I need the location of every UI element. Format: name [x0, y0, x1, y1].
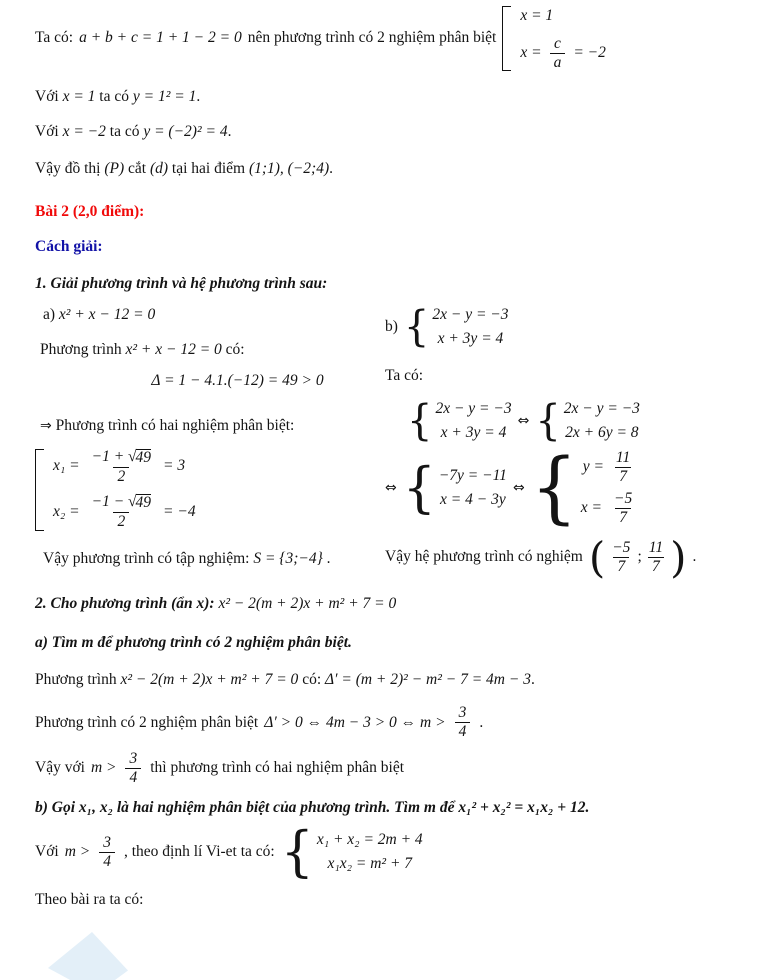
- sqrt-49: √ 49: [128, 449, 151, 466]
- equation-a-intro: Phương trình x² + x − 12 = 0 có:: [40, 340, 245, 358]
- discriminant-line: Δ = 1 − 4.1.(−12) = 49 > 0: [151, 371, 324, 389]
- system: { 2x − y = −3 2x + 6y = 8: [535, 399, 640, 444]
- part1-title: 1. Giải phương trình và hệ phương trình sau:: [35, 275, 328, 293]
- fraction-neg5-7: $\frac{-5}{7}$: [613, 490, 633, 527]
- system-b: { 2x − y = −3 x + 3y = 4: [404, 305, 509, 350]
- equation-a: a) x² + x − 12 = 0: [43, 305, 156, 323]
- part2a-conclusion: Vậy với m > $\frac{3}{4}$ thì phương trình có hai nghiệm phân biệt: [35, 749, 405, 787]
- part1b-column: [385, 305, 744, 576]
- fraction-3-4: $\frac{3}{4}$: [125, 751, 141, 787]
- iff-symbol: ⇔: [385, 479, 397, 496]
- part1a-column: [35, 305, 385, 570]
- fraction: −1 − √ 49 2: [88, 494, 155, 531]
- taco-line: Ta có:: [385, 366, 424, 384]
- text-fragment: Ta có:: [35, 29, 74, 47]
- fraction-11-7: $\frac{11}{7}$: [648, 538, 664, 576]
- fraction-c-over-a: $\frac{c}{a}$: [550, 36, 566, 72]
- part1b-conclusion: Vậy hệ phương trình có nghiệm ( $\frac{-5}{7}$ ; $\frac{11}{7}$ ) .: [385, 539, 744, 577]
- math-sum-coeffs: a + b + c = 1 + 1 − 2 = 0: [79, 29, 242, 47]
- viet-line: Với m > $\frac{3}{4}$ , theo định lí Vi-et ta có: { x₁ + x₂ = 2m + 4 x₁x₂ = m² + 7: [35, 829, 744, 876]
- case-x2: x = $\frac{c}{a}$ = −2: [520, 34, 606, 72]
- intro-line-roots: [35, 6, 744, 71]
- equation-b: b) { 2x − y = −3 x + 3y = 4: [385, 305, 744, 350]
- fraction-3-4: $\frac{3}{4}$: [455, 705, 471, 741]
- sqrt-49: √ 49: [128, 494, 151, 511]
- part2b-title: b) Gọi x₁, x₂ là hai nghiệm phân biệt của phương trình. Tìm m để x₁² + x₂² = x₁x₂ + 12.: [35, 799, 590, 817]
- system: { 2x − y = −3 x + 3y = 4: [407, 399, 512, 444]
- document-content: [35, 6, 744, 911]
- system-chain-2: [385, 450, 744, 527]
- exercise-heading: Bài 2 (2,0 điểm):: [35, 203, 145, 221]
- method-heading: Cách giải:: [35, 238, 103, 256]
- watermark-icon: [48, 932, 128, 980]
- solution-x1: x₁ = −1 + √ 49 2 = 3: [53, 449, 196, 486]
- part2a-title: a) Tìm m để phương trình có 2 nghiệm phân biệt.: [35, 634, 352, 652]
- text-fragment: nên phương trình có 2 nghiệm phân biệt: [247, 29, 497, 47]
- open-square-bracket: [35, 449, 44, 531]
- part1-columns: [35, 305, 744, 576]
- final-line: Theo bài ra ta có:: [35, 891, 144, 908]
- iff-symbol: ⇔: [517, 412, 530, 429]
- system-solution: { y = $\frac{11}{7}$ x = $\frac{-5}{7}$: [531, 450, 640, 527]
- solution-x2: x₂ = −1 − √ 49 2 = −4: [53, 494, 196, 531]
- implies-symbol: ⇒: [40, 417, 52, 434]
- system: { −7y = −11 x = 4 − 3y: [403, 465, 507, 512]
- iff-symbol: ⇔: [512, 479, 525, 496]
- fraction-neg5-7: ( $\frac{-5}{7}$: [612, 538, 631, 576]
- fraction: −1 + √ 49 2: [88, 449, 155, 486]
- fraction-3-4: $\frac{3}{4}$: [99, 835, 115, 871]
- case-x1: x = 1: [520, 7, 554, 24]
- intro-line-x2: Với x = −2 ta có y = (−2)² = 4.: [35, 123, 232, 141]
- part2-title: 2. Cho phương trình (ẩn x): x² − 2(m + 2)x + m² + 7 = 0: [35, 595, 397, 613]
- solution-bracket: [35, 449, 385, 531]
- solution-pair: ( $\frac{-5}{7}$ ; $\frac{11}{7}$ ): [589, 539, 687, 577]
- fraction-11-7: $\frac{11}{7}$: [615, 448, 631, 485]
- viet-system: { x₁ + x₂ = 2m + 4 x₁x₂ = m² + 7: [281, 829, 423, 876]
- delta-prime-line: Phương trình x² − 2(m + 2)x + m² + 7 = 0 có: Δ′ = (m + 2)² − m² − 7 = 4m − 3.: [35, 671, 535, 689]
- open-square-bracket: [502, 6, 511, 71]
- intro-line-x1: Với x = 1 ta có y = 1² = 1.: [35, 88, 201, 106]
- implies-line: ⇒ Phương trình có hai nghiệm phân biệt:: [40, 416, 295, 434]
- intro-conclusion: Vậy đồ thị (P) cắt (d) tại hai điểm (1;1), (−2;4).: [35, 160, 333, 178]
- condition-line: Phương trình có 2 nghiệm phân biệt Δ′ > 0 ⇔ 4m − 3 > 0 ⇔ m > $\frac{3}{4}$ .: [35, 704, 484, 741]
- part1a-conclusion: Vậy phương trình có tập nghiệm: S = {3;−4} .: [43, 549, 331, 567]
- root-cases-bracket: [502, 6, 606, 71]
- system-chain-1: [407, 399, 744, 444]
